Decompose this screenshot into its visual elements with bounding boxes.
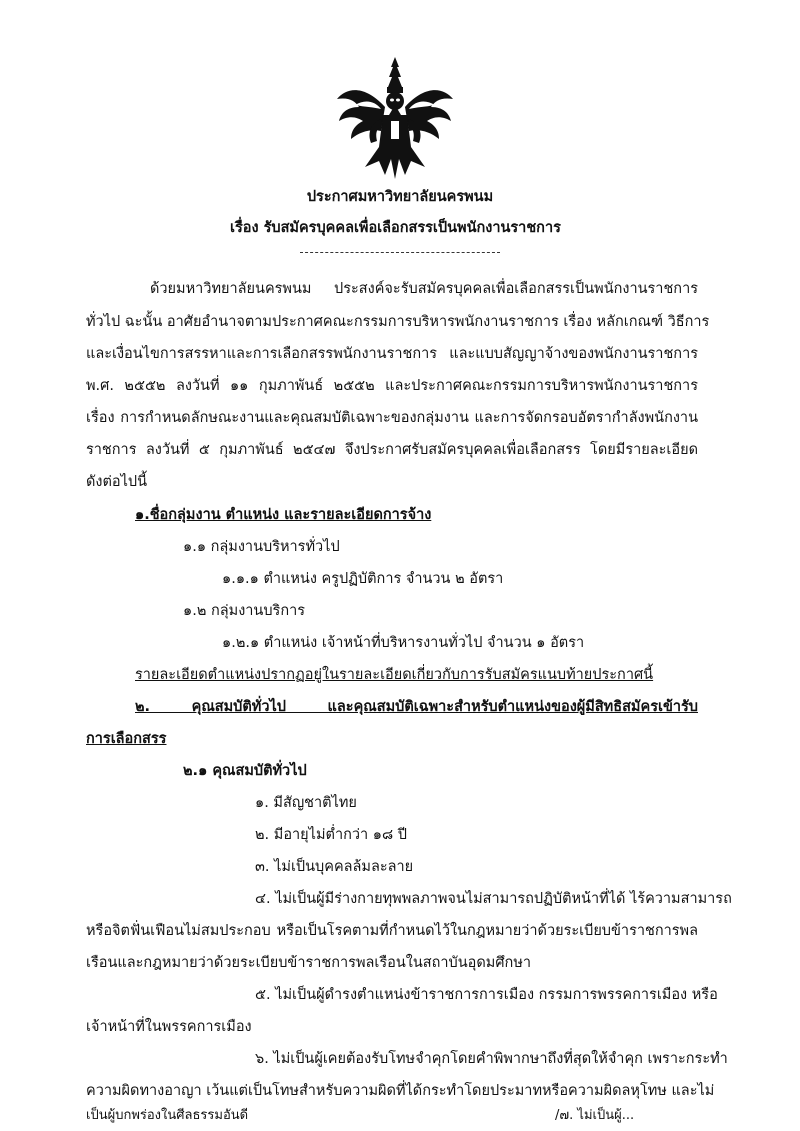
- group-2: ๑.๒ กลุ่มงานบริการ: [183, 603, 306, 619]
- qualification-item-4-cont: เรือนและกฎหมายว่าด้วยระเบียบข้าราชการพลเรือนในสถาบันอุดมศึกษา: [86, 955, 532, 971]
- section1-heading: ๑.ชื่อกลุ่มงาน ตำแหน่ง และรายละเอียดการจ้าง: [135, 507, 432, 523]
- qualification-item-4-cont: หรือจิตฟั่นเฟือนไม่สมประกอบ หรือเป็นโรคตามที่กำหนดไว้ในกฎหมายว่าด้วยระเบียบข้าราชการพล: [86, 923, 698, 939]
- document-title: ประกาศมหาวิทยาลัยนครพนม: [306, 189, 494, 205]
- document-subject: เรื่อง รับสมัครบุคคลเพื่อเลือกสรรเป็นพนักงานราชการ: [230, 220, 561, 236]
- position-details-note: รายละเอียดตำแหน่งปรากฏอยู่ในรายละเอียดเกี่ยวกับการรับสมัครแนบท้ายประกาศนี้: [135, 667, 654, 683]
- group-1-position: ๑.๑.๑ ตำแหน่ง ครูปฏิบัติการ จำนวน ๒ อัตรา: [222, 571, 504, 587]
- intro-line: ดังต่อไปนี้: [86, 474, 148, 490]
- separator-line: [300, 252, 500, 253]
- section2-heading: ๒. คุณสมบัติทั่วไป และคุณสมบัติเฉพาะสำหรับตำแหน่งของผู้มีสิทธิสมัครเข้ารับ: [135, 699, 698, 715]
- qualification-item: ๑. มีสัญชาติไทย: [255, 795, 357, 811]
- group-1: ๑.๑ กลุ่มงานบริหารทั่วไป: [183, 539, 340, 555]
- qualification-item-5: ๕. ไม่เป็นผู้ดำรงตำแหน่งข้าราชการการเมือง กรรมการพรรคการเมือง หรือ: [255, 987, 718, 1003]
- qualification-item-6-cont: ความผิดทางอาญา เว้นแต่เป็นโทษสำหรับความผิดที่ได้กระทำโดยประมาทหรือความผิดลหุโทษ และไม่: [86, 1083, 715, 1099]
- qualification-item: ๓. ไม่เป็นบุคคลล้มละลาย: [255, 859, 414, 875]
- intro-line: และเงื่อนไขการสรรหาและการเลือกสรรพนักงานราชการ และแบบสัญญาจ้างของพนักงานราชการ: [86, 346, 698, 362]
- qualification-item-4: ๔. ไม่เป็นผู้มีร่างกายทุพพลภาพจนไม่สามารถปฏิบัติหน้าที่ได้ ไร้ความสามารถ: [255, 891, 732, 907]
- intro-line: ราชการ ลงวันที่ ๕ กุมภาพันธ์ ๒๕๔๗ จึงประกาศรับสมัครบุคคลเพื่อเลือกสรร โดยมีรายละเอียด: [86, 442, 698, 458]
- page-continuation: /๗. ไม่เป็นผู้...: [555, 1108, 635, 1123]
- garuda-emblem-icon: [335, 55, 455, 183]
- qualification-item-6: ๖. ไม่เป็นผู้เคยต้องรับโทษจำคุกโดยคำพิพากษาถึงที่สุดให้จำคุก เพราะกระทำ: [255, 1051, 728, 1067]
- group-2-position: ๑.๒.๑ ตำแหน่ง เจ้าหน้าที่บริหารงานทั่วไป จำนวน ๑ อัตรา: [222, 635, 585, 651]
- qualification-item: ๒. มีอายุไม่ต่ำกว่า ๑๘ ปี: [255, 827, 407, 843]
- intro-line: เรื่อง การกำหนดลักษณะงานและคุณสมบัติเฉพาะของกลุ่มงาน และการจัดกรอบอัตรากำลังพนักงาน: [86, 410, 698, 426]
- qualification-item-5-cont: เจ้าหน้าที่ในพรรคการเมือง: [86, 1019, 252, 1035]
- section2-heading-cont: การเลือกสรร: [86, 731, 167, 747]
- section2-sub-heading: ๒.๑ คุณสมบัติทั่วไป: [183, 763, 307, 779]
- intro-line: ด้วยมหาวิทยาลัยนครพนม ประสงค์จะรับสมัครบุคคลเพื่อเลือกสรรเป็นพนักงานราชการ: [150, 281, 698, 297]
- qualification-item-6-cont: เป็นผู้บกพร่องในศีลธรรมอันดี: [86, 1108, 249, 1123]
- intro-line: ทั่วไป ฉะนั้น อาศัยอำนาจตามประกาศคณะกรรมการบริหารพนักงานราชการ เรื่อง หลักเกณฑ์ วิธีการ: [86, 314, 710, 330]
- intro-line: พ.ศ. ๒๕๕๒ ลงวันที่ ๑๑ กุมภาพันธ์ ๒๕๕๒ และประกาศคณะกรรมการบริหารพนักงานราชการ: [86, 378, 698, 394]
